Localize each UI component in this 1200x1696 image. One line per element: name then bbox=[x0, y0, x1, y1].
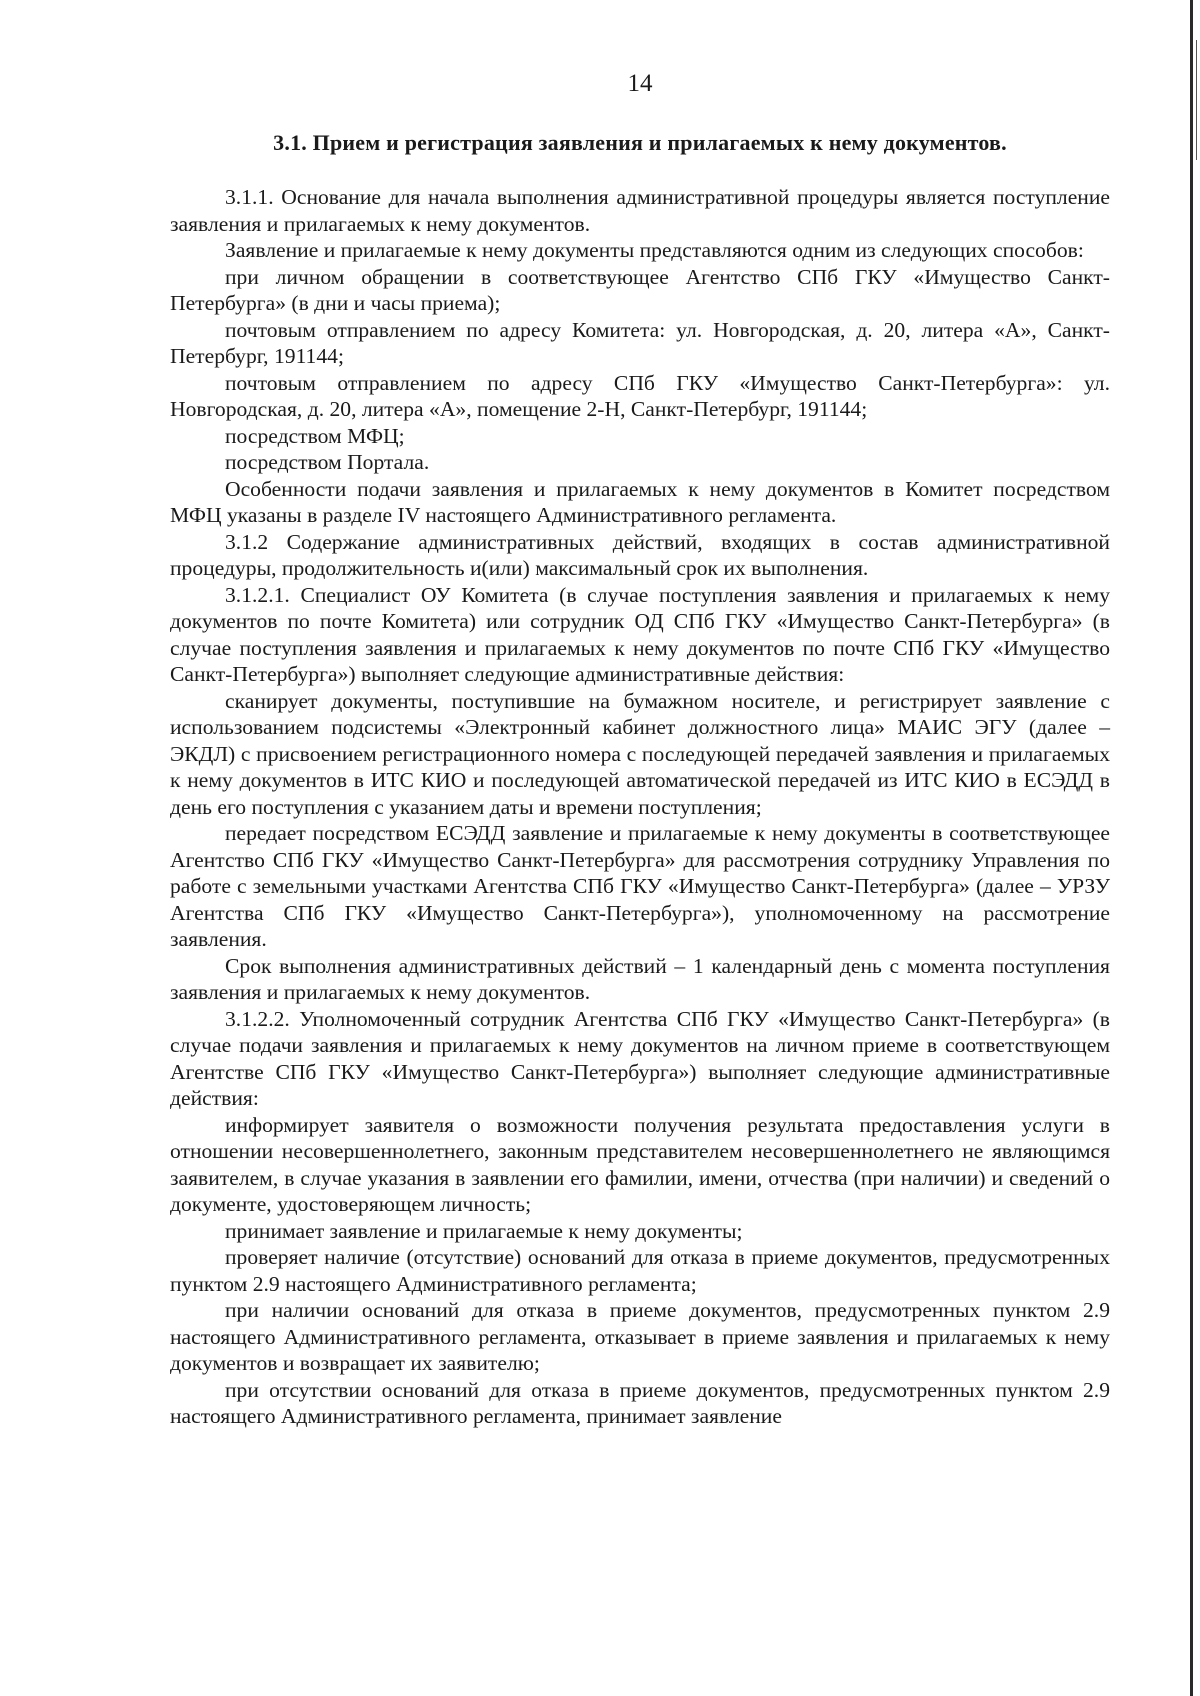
paragraph: 3.1.1. Основание для начала выполнения административной процедуры является поступление заявления и прилагаемых к нему документов. bbox=[170, 185, 1110, 236]
paragraph: при личном обращении в соответствующее Агентство СПб ГКУ «Имущество Санкт-Петербурга» (в дни и часы приема); bbox=[170, 264, 1110, 315]
paragraph: 3.1.2.1. Специалист ОУ Комитета (в случае поступления заявления и прилагаемых к нему документов по почте Комитета) или сотрудник ОД СПб ГКУ «Имущество Санкт-Петербурга» (в случае поступления заявления и прилагаемых к нему документов по почте СПб ГКУ «Имущество Санкт-Петербурга») выполняет следующие административные действия: bbox=[170, 582, 1110, 686]
paragraph: 3.1.2.2. Уполномоченный сотрудник Агентства СПб ГКУ «Имущество Санкт-Петербурга» (в случае подачи заявления и прилагаемых к нему документов на личном приеме в соответствующем Агентстве СПб ГКУ «Имущество Санкт-Петербурга») выполняет следующие административные действия: bbox=[170, 1006, 1110, 1110]
body-text bbox=[170, 184, 1110, 1430]
paragraph: посредством МФЦ; bbox=[225, 423, 405, 448]
paragraph: Особенности подачи заявления и прилагаемых к нему документов в Комитет посредством МФЦ указаны в разделе IV настоящего Административного регламента. bbox=[170, 476, 1110, 527]
paragraph: при отсутствии оснований для отказа в приеме документов, предусмотренных пунктом 2.9 настоящего Административного регламента, принимает заявление bbox=[170, 1377, 1110, 1428]
section-heading: 3.1. Прием и регистрация заявления и прилагаемых к нему документов. bbox=[273, 130, 1007, 155]
paragraph: почтовым отправлением по адресу СПб ГКУ «Имущество Санкт-Петербурга»: ул. Новгородская, д. 20, литера «А», помещение 2-Н, Санкт-Петербург, 191144; bbox=[170, 370, 1110, 421]
paragraph: Заявление и прилагаемые к нему документы представляются одним из следующих способов: bbox=[225, 238, 1084, 262]
paragraph: принимает заявление и прилагаемые к нему документы; bbox=[225, 1218, 743, 1243]
paragraph: передает посредством ЕСЭДД заявление и прилагаемые к нему документы в соответствующее Агентство СПб ГКУ «Имущество Санкт-Петербурга» для рассмотрения сотруднику Управления по работе с земельными участками Агентства СПб ГКУ «Имущество Санкт-Петербурга» (далее – УРЗУ Агентства СПб ГКУ «Имущество Санкт-Петербурга»), уполномоченному на рассмотрение заявления. bbox=[170, 821, 1110, 951]
paragraph: при наличии оснований для отказа в приеме документов, предусмотренных пунктом 2.9 настоящего Административного регламента, отказывает в приеме заявления и прилагаемых к нему документов и возвращает их заявителю; bbox=[170, 1298, 1110, 1375]
scan-edge-line bbox=[1190, 0, 1193, 1696]
paragraph: сканирует документы, поступившие на бумажном носителе, и регистрирует заявление с использованием подсистемы «Электронный кабинет должностного лица» МАИС ЭГУ (далее – ЭКДЛ) с присвоением регистрационного номера с последующей передачей заявления и прилагаемых к нему документов в ИТС КИО и последующей автоматической передачей из ИТС КИО в ЕСЭДД в день его поступления с указанием даты и времени поступления; bbox=[170, 688, 1110, 819]
paragraph: почтовым отправлением по адресу Комитета: ул. Новгородская, д. 20, литера «А», Санкт-Петербург, 191144; bbox=[170, 317, 1110, 368]
paragraph: 3.1.2 Содержание административных действий, входящих в состав административной процедуры, продолжительность и(или) максимальный срок их выполнения. bbox=[170, 529, 1110, 580]
paragraph: Срок выполнения административных действий – 1 календарный день с момента поступления заявления и прилагаемых к нему документов. bbox=[170, 953, 1110, 1004]
scan-edge-mark bbox=[1196, 40, 1197, 160]
paragraph: информирует заявителя о возможности получения результата предоставления услуги в отношении несовершеннолетнего, законным представителем несовершеннолетнего не являющимся заявителем, в случае указания в заявлении его фамилии, имени, отчества (при наличии) и сведений о документе, удостоверяющем личность; bbox=[170, 1112, 1110, 1216]
paragraph: посредством Портала. bbox=[225, 450, 430, 474]
page-number: 14 bbox=[627, 70, 653, 97]
paragraph: проверяет наличие (отсутствие) оснований для отказа в приеме документов, предусмотренных пунктом 2.9 настоящего Административного регламента; bbox=[170, 1245, 1110, 1296]
